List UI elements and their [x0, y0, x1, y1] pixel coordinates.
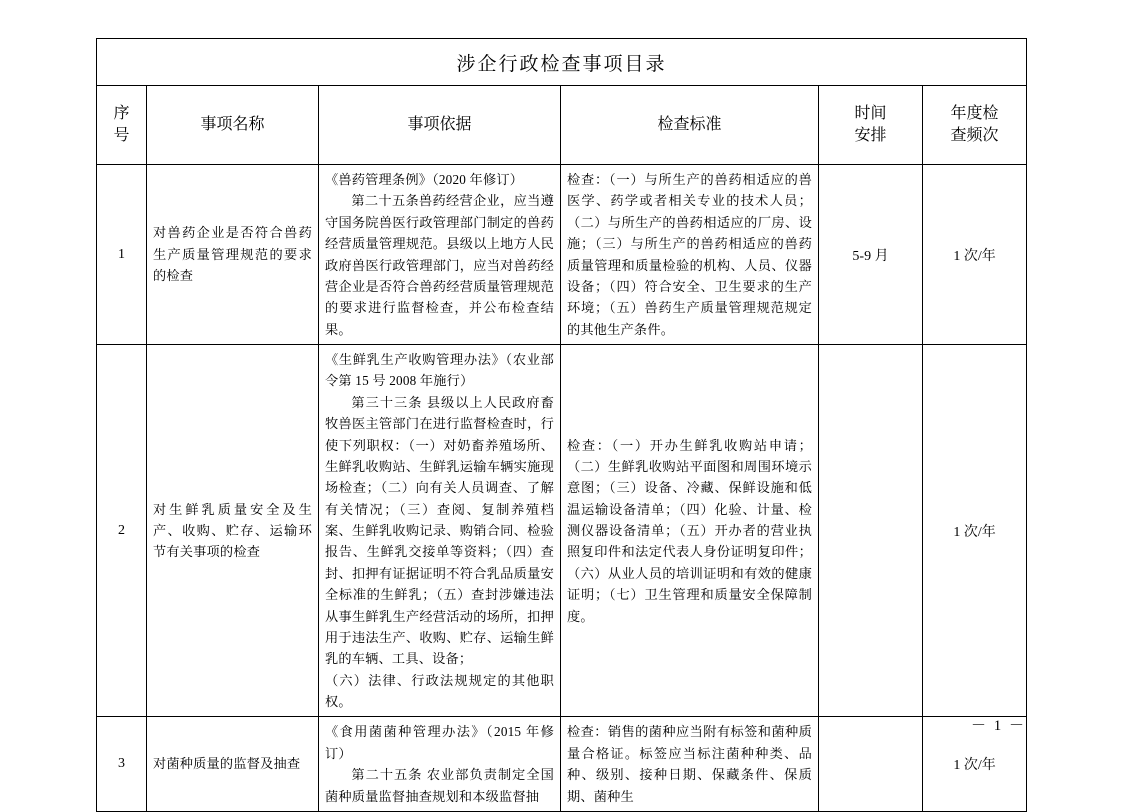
column-header-time [819, 86, 923, 165]
row-item-time: 5-9 月 [819, 165, 923, 345]
row-index: 1 [97, 165, 147, 345]
column-header-index-line1: 序 [113, 104, 130, 122]
basis-paragraph: 《兽药管理条例》（2020 年修订） [325, 172, 524, 187]
row-item-basis [319, 345, 561, 717]
standard-paragraph: 检查：（一）开办生鲜乳收购站申请；（二）生鲜乳收购站平面图和周围环境示意图；（三）设备、冷藏、保鲜设施和低温运输设备清单；（四）化验、计量、检测仪器设备清单；（五）开办者的营业执照复印件和法定代表人身份证明复印件；（六）从业人员的培训证明和有效的健康证明；（七）卫生管理和质量安全保障制度。 [567, 437, 812, 624]
row-item-name: 对菌种质量的监督及抽查 [147, 717, 319, 812]
column-header-frequency [923, 86, 1027, 165]
standard-paragraph: 检查：（一）与所生产的兽药相适应的兽医学、药学或者相关专业的技术人员；（二）与所生产的兽药相适应的厂房、设施；（三）与所生产的兽药相适应的兽药质量管理和质量检验的机构、人员、仪器设备；（四）符合安全、卫生要求的生产环境；（五）兽药生产质量管理规范规定的其他生产条件。 [567, 172, 812, 337]
column-header-standard: 检查标准 [561, 86, 819, 165]
column-header-name: 事项名称 [147, 86, 319, 165]
page-number: － 1 － [970, 718, 1026, 734]
basis-paragraph: 第二十五条兽药经营企业，应当遵守国务院兽医行政管理部门制定的兽药经营质量管理规范。县级以上地方人民政府兽医行政管理部门，应当对兽药经营企业是否符合兽药经营质量管理规范的要求进行监督检查，并公布检查结果。 [325, 193, 554, 337]
row-index: 3 [97, 717, 147, 812]
row-item-name: 对生鲜乳质量安全及生产、收购、贮存、运输环节有关事项的检查 [147, 345, 319, 717]
basis-paragraph: 《食用菌菌种管理办法》（2015 年修订） [325, 724, 554, 761]
row-item-frequency: 1 次/年 [923, 717, 1027, 812]
column-header-time-line2: 安排 [854, 127, 887, 144]
table-title-row [97, 39, 1027, 86]
table-row [97, 345, 1027, 717]
column-header-basis: 事项依据 [319, 86, 561, 165]
basis-paragraph: 第三十三条 县级以上人民政府畜牧兽医主管部门在进行监督检查时，行使下列职权：（一）对奶畜养殖场所、生鲜乳收购站、生鲜乳运输车辆实施现场检查；（二）向有关人员调查、了解有关情况；（三）查阅、复制养殖档案、生鲜乳收购记录、购销合同、检验报告、生鲜乳交接单等资料；（四）查封、扣押有证据证明不符合乳品质量安全标准的生鲜乳；（五）查封涉嫌违法从事生鲜乳生产经营活动的场所，扣押用于违法生产、收购、贮存、运输生鲜乳的车辆、工具、设备； [325, 394, 554, 667]
column-header-index-line2: 号 [113, 127, 130, 144]
row-item-standard [561, 165, 819, 345]
row-item-standard [561, 345, 819, 717]
standard-paragraph: 检查：销售的菌种应当附有标签和菌种质量合格证。标签应当标注菌种种类、品种、级别、接种日期、保藏条件、保质期、菌种生 [567, 724, 812, 804]
column-header-frequency-line2: 查频次 [950, 127, 999, 144]
column-header-time-line1: 时间 [854, 104, 887, 122]
row-item-time [819, 345, 923, 717]
column-header-index [97, 86, 147, 165]
row-item-basis [319, 165, 561, 345]
row-index: 2 [97, 345, 147, 717]
basis-paragraph: 第二十五条 农业部负责制定全国菌种质量监督抽查规划和本级监督抽 [325, 767, 554, 804]
row-item-frequency: 1 次/年 [923, 345, 1027, 717]
column-header-frequency-line1: 年度检 [950, 104, 999, 122]
table-row [97, 165, 1027, 345]
basis-paragraph: （六）法律、行政法规规定的其他职权。 [325, 672, 554, 709]
table-header-row [97, 86, 1027, 165]
basis-paragraph: 《生鲜乳生产收购管理办法》（农业部令第 15 号 2008 年施行） [325, 352, 554, 389]
inspection-items-table [96, 38, 1027, 812]
row-item-frequency: 1 次/年 [923, 165, 1027, 345]
row-item-name: 对兽药企业是否符合兽药生产质量管理规范的要求的检查 [147, 165, 319, 345]
page-title: 涉企行政检查事项目录 [97, 39, 1027, 86]
